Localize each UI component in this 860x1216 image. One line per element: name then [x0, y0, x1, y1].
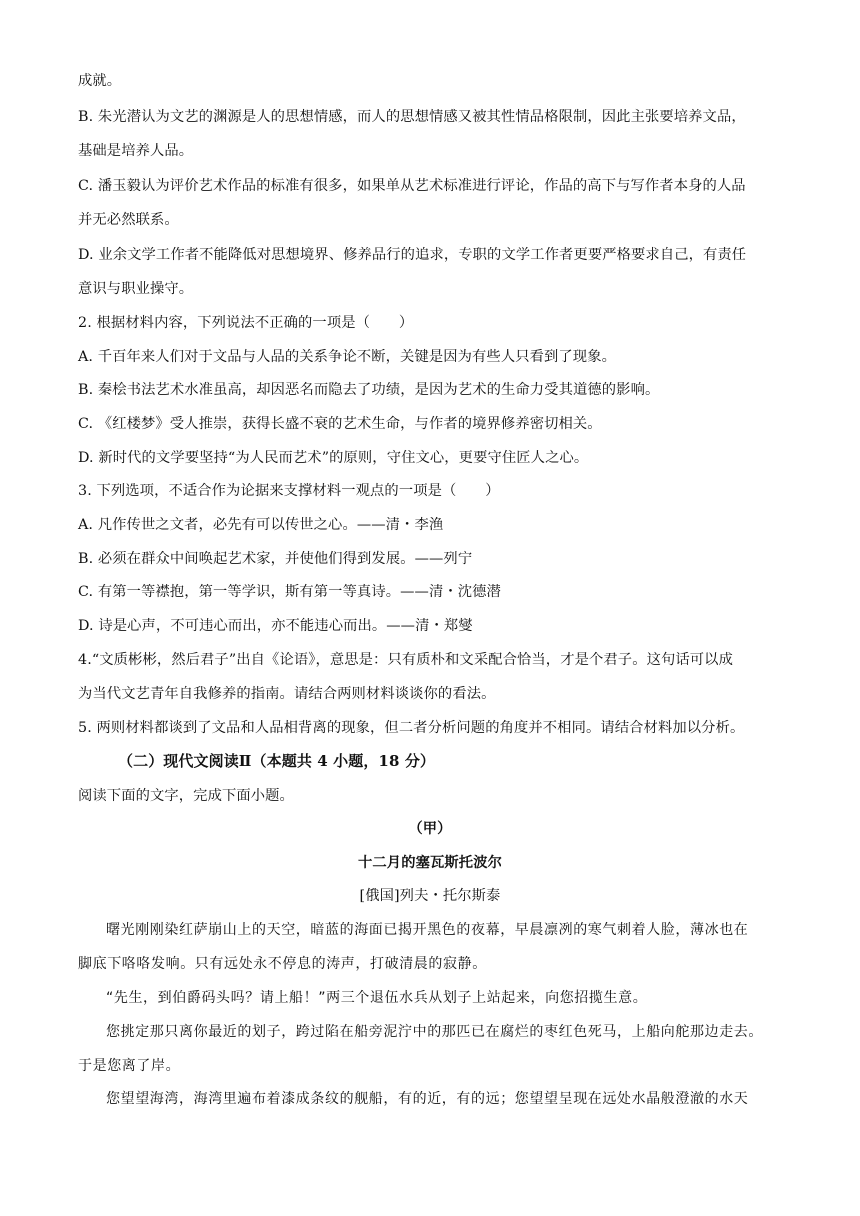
text-line: 成就。 — [78, 73, 122, 89]
option-d-line: D. 业余文学工作者不能降低对思想境界、修养品行的追求，专职的文学工作者更要严格要求自己，有责任 — [78, 247, 747, 263]
question-3: 3. 下列选项，不适合作为论据来支撑材料一观点的一项是（ ） — [78, 483, 500, 499]
q2-option-c: C. 《红楼梦》受人推崇，获得长盛不衰的艺术生命，与作者的境界修养密切相关。 — [78, 416, 602, 432]
passage-title: 十二月的塞瓦斯托波尔 — [358, 855, 502, 871]
text-line: 意识与职业操守。 — [78, 281, 194, 297]
q3-option-c: C. 有第一等襟抱，第一等学识，斯有第一等真诗。——清・沈德潜 — [78, 584, 501, 600]
passage-line: 您望望海湾，海湾里遍布着漆成条纹的舰船，有的近，有的远；您望望呈现在远处水晶般澄澈的水天 — [106, 1091, 749, 1107]
section-title: （二）现代文阅读Ⅱ（本题共 4 小题，18 分） — [118, 752, 436, 770]
passage-line: 曙光刚刚染红萨崩山上的天空，暗蓝的海面已揭开黑色的夜幕，早晨凛冽的寒气刺着人脸，薄冰也在 — [106, 922, 749, 938]
option-b-line: B. 朱光潜认为文艺的渊源是人的思想情感，而人的思想情感又被其性情品格限制，因此主张要培养文品， — [78, 109, 746, 125]
question-2: 2. 根据材料内容，下列说法不正确的一项是（ ） — [78, 315, 414, 331]
question-4: 4.“文质彬彬，然后君子”出自《论语》，意思是：只有质朴和文采配合恰当，才是个君子。这句话可以成 — [78, 652, 733, 668]
text-line: 基础是培养人品。 — [78, 143, 194, 159]
text-line: 为当代文艺青年自我修养的指南。请结合两则材料谈谈你的看法。 — [78, 686, 496, 702]
passage-line: “先生，到伯爵码头吗？请上船！”两三个退伍水兵从划子上站起来，向您招揽生意。 — [106, 990, 648, 1006]
q3-option-a: A. 凡作传世之文者，必先有可以传世之心。——清・李渔 — [78, 517, 444, 533]
passage-author: [俄国]列夫・托尔斯泰 — [359, 888, 501, 904]
passage-line: 于是您离了岸。 — [78, 1058, 181, 1074]
q2-option-d: D. 新时代的文学要坚持“为人民而艺术”的原则，守住文心，更要守住匠人之心。 — [78, 450, 589, 466]
passage-label: （甲） — [408, 821, 452, 837]
text-line: 并无必然联系。 — [78, 212, 179, 228]
option-c-line: C. 潘玉毅认为评价艺术作品的标准有很多，如果单从艺术标准进行评论，作品的高下与写作者本身的人品 — [78, 178, 746, 194]
instruction: 阅读下面的文字，完成下面小题。 — [78, 788, 294, 804]
passage-line: 您挑定那只离你最近的划子，跨过陷在船旁泥泞中的那匹已在腐烂的枣红色死马，上船向舵那边走去。 — [106, 1024, 763, 1040]
question-5: 5. 两则材料都谈到了文品和人品相背离的现象，但二者分析问题的角度并不相同。请结合材料加以分析。 — [78, 720, 745, 736]
q2-option-b: B. 秦桧书法艺术水准虽高，却因恶名而隐去了功绩，是因为艺术的生命力受其道德的影响。 — [78, 382, 660, 398]
passage-line: 脚底下咯咯发响。只有远处永不停息的涛声，打破清晨的寂静。 — [78, 956, 487, 972]
q3-option-d: D. 诗是心声，不可违心而出，亦不能违心而出。——清・郑燮 — [78, 618, 473, 634]
q2-option-a: A. 千百年来人们对于文品与人品的关系争论不断，关键是因为有些人只看到了现象。 — [78, 349, 616, 365]
q3-option-b: B. 必须在群众中间唤起艺术家，并使他们得到发展。——列宁 — [78, 551, 473, 567]
